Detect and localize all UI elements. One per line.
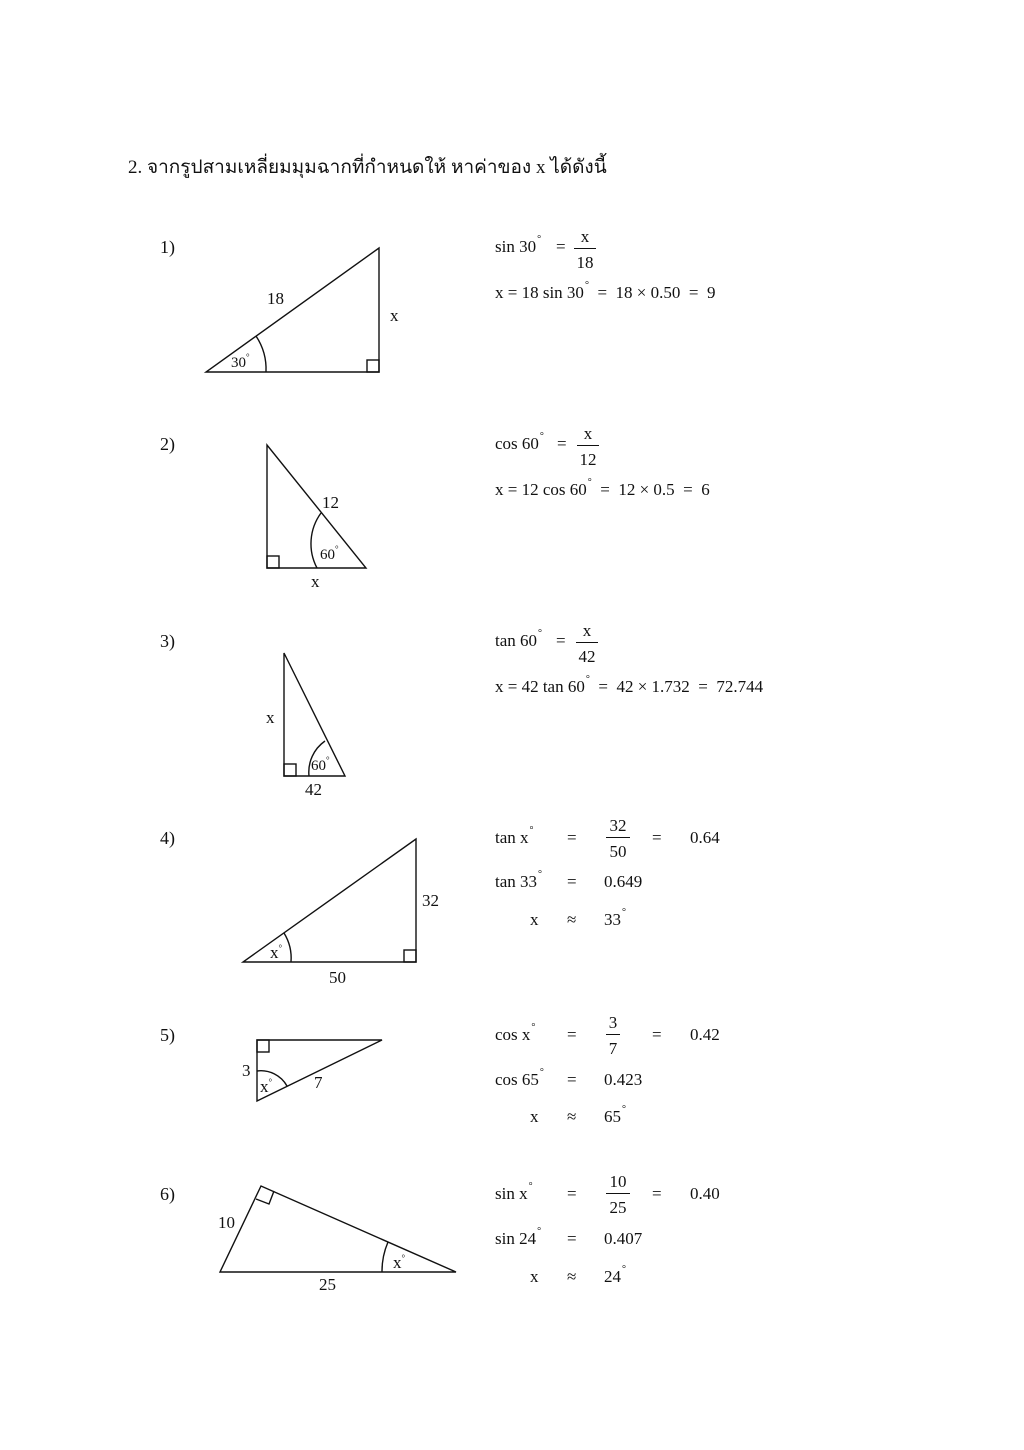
fig3-side-label: x: [266, 708, 275, 727]
solution-4-r1-value: 0.64: [690, 828, 720, 847]
solution-5-r1-value: 0.42: [690, 1025, 720, 1044]
fig1-opp-label: x: [390, 306, 399, 325]
fig6-hyp-label: 25: [319, 1275, 336, 1294]
solution-3-fraction: x 42: [576, 622, 598, 665]
problem-number-1: 1): [160, 237, 175, 257]
solution-4-r2-left: tan 33°: [495, 869, 543, 891]
solution-6-r1-value: 0.40: [690, 1184, 720, 1203]
solution-4-r2-value: 0.649: [604, 872, 643, 891]
solution-6-r1-equals: =: [567, 1184, 577, 1203]
solution-3-eq2: x = 42 tan 60° = 42 × 1.732 = 72.744: [495, 674, 764, 696]
solution-4-r3-value: 33°: [604, 907, 626, 929]
solution-6-r3-left: x: [530, 1267, 539, 1286]
fig4-angle-label: x°: [270, 943, 283, 962]
fig2-angle-label: 60°: [320, 544, 339, 563]
solution-6-r1-equals-2: =: [652, 1184, 662, 1203]
solution-4-r3-left: x: [530, 910, 539, 929]
problem-number-3: 3): [160, 631, 175, 651]
fig1-angle-label: 30°: [231, 352, 250, 371]
angle-arc-1: [256, 336, 266, 372]
fig5-hyp-label: 7: [314, 1073, 323, 1092]
problem-number-6: 6): [160, 1184, 175, 1204]
problem-number-2: 2): [160, 434, 175, 454]
solution-3-eq1-left: tan 60°: [495, 628, 543, 650]
solution-6-r3-value: 24°: [604, 1264, 626, 1286]
problem-number-5: 5): [160, 1025, 175, 1045]
angle-arc-4: [284, 933, 291, 962]
solution-5-r1-equals: =: [567, 1025, 577, 1044]
solution-6-r2-left: sin 24°: [495, 1226, 542, 1248]
solution-6-r2-value: 0.407: [604, 1229, 643, 1248]
solution-5-r1-left: cos x°: [495, 1022, 536, 1044]
fig3-base-label: 42: [305, 780, 322, 799]
solution-2-eq1-left: cos 60°: [495, 431, 544, 453]
solution-6-r2-equals: =: [567, 1229, 577, 1248]
solution-5-r2-left: cos 65°: [495, 1067, 544, 1089]
fig4-base-label: 50: [329, 968, 346, 987]
solution-1-eq1-left: sin 30°: [495, 234, 542, 256]
solution-4-r1-left: tan x°: [495, 825, 534, 847]
fig1-hyp-label: 18: [267, 289, 284, 308]
fig2-hyp-label: 12: [322, 493, 339, 512]
triangle-2: [267, 445, 366, 568]
solution-6-r3-approx: ≈: [567, 1267, 577, 1286]
solution-4-fraction: 32 50: [606, 817, 630, 860]
solution-2-eq2: x = 12 cos 60° = 12 × 0.5 = 6: [495, 477, 710, 499]
solution-5-r1-equals-2: =: [652, 1025, 662, 1044]
solution-5-r3-approx: ≈: [567, 1107, 577, 1126]
problem-number-4: 4): [160, 828, 175, 848]
triangle-6: [220, 1186, 456, 1272]
solution-2-eq1-equals: =: [557, 434, 567, 453]
solution-1-eq1-equals: =: [556, 237, 566, 256]
fig5-adj-label: 3: [242, 1061, 251, 1080]
solution-5-r2-value: 0.423: [604, 1070, 643, 1089]
solution-5-r3-value: 65°: [604, 1104, 626, 1126]
fig5-angle-label: x°: [260, 1077, 273, 1096]
triangle-4: [243, 839, 416, 962]
angle-arc-6: [382, 1242, 388, 1272]
solution-4-r2-equals: =: [567, 872, 577, 891]
triangle-1: [206, 248, 379, 372]
fig6-angle-label: x°: [393, 1253, 406, 1272]
solution-5-r3-left: x: [530, 1107, 539, 1126]
fig6-opp-label: 10: [218, 1213, 235, 1232]
solution-5-r2-equals: =: [567, 1070, 577, 1089]
exercise-heading: 2. จากรูปสามเหลี่ยมมุมฉากที่กำหนดให้ หาค่าของ x ได้ดังนี้: [128, 157, 607, 178]
solution-1-fraction: x 18: [574, 228, 596, 271]
solution-6-fraction: 10 25: [606, 1173, 630, 1216]
solution-5-fraction: 3 7: [606, 1014, 620, 1057]
solution-6-r1-left: sin x°: [495, 1181, 533, 1203]
solution-1-eq2: x = 18 sin 30° = 18 × 0.50 = 9: [495, 280, 716, 302]
fig4-opp-label: 32: [422, 891, 439, 910]
solution-4-r1-equals-2: =: [652, 828, 662, 847]
solution-2-fraction: x 12: [577, 425, 599, 468]
solution-3-eq1-equals: =: [556, 631, 566, 650]
solution-4-r3-approx: ≈: [567, 910, 577, 929]
fig2-base-label: x: [311, 572, 320, 591]
fig3-angle-label: 60°: [311, 755, 330, 774]
solution-4-r1-equals: =: [567, 828, 577, 847]
